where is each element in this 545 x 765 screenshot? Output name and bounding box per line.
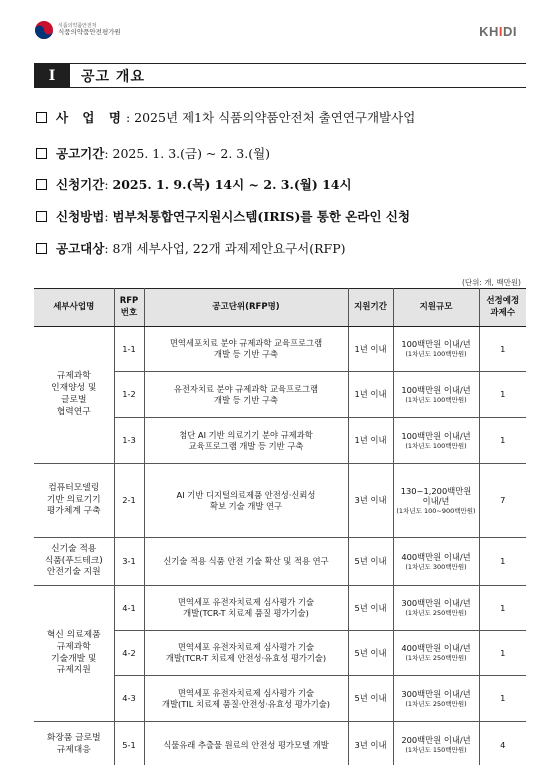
cell-scale (393, 538, 479, 586)
scale-main: 300백만원 이내/년 (401, 598, 471, 609)
table-row (34, 464, 526, 538)
bullet-label: 공고대상 (56, 241, 105, 256)
cell-scale (393, 631, 479, 676)
checkbox-square-icon (36, 112, 47, 123)
header-rfp-title: 공고단위(RFP명) (144, 289, 348, 327)
khidi-logo: KHIDI (479, 24, 517, 39)
cell-rfp-title: 첨단 AI 기반 의료기기 분야 규제과학 교육프로그램 개발 등 기반 구축 (144, 418, 348, 464)
bullet-value: 범부처통합연구지원시스템(IRIS)를 통한 온라인 신청 (112, 209, 411, 224)
table-row (34, 538, 526, 586)
bullet-notice-period: 공고기간 : 2025. 1. 3.(금) ~ 2. 3.(월) (36, 144, 270, 162)
rfp-table (34, 288, 526, 765)
cell-count: 1 (479, 418, 526, 464)
cell-rfp-title: 면역세포 유전자치료제 심사평가 기술 개발(TCR-T 치료제 안전성·유효성 평가기술) (144, 631, 348, 676)
cell-scale (393, 327, 479, 372)
cell-rfp-no: 4-3 (114, 676, 144, 722)
cell-rfp-no: 1-3 (114, 418, 144, 464)
bullet-value: 2025. 1. 3.(금) ~ 2. 3.(월) (112, 146, 271, 161)
cell-rfp-title: 면역세포 유전자치료제 심사평가 기술 개발(TCR-T 치료제 품질 평가기술) (144, 586, 348, 631)
scale-main: 100백만원 이내/년 (401, 430, 471, 441)
bullet-project-name: 사 업 명 : 2025년 제1차 식품의약품안전처 출연연구개발사업 (36, 108, 415, 126)
bullet-label: 공고기간 (56, 146, 105, 161)
cell-scale (393, 372, 479, 418)
cell-area: 신기술 적용 식품(푸드테크) 안전기술 지원 (34, 538, 114, 586)
table-row (34, 586, 526, 631)
cell-rfp-no: 3-1 (114, 538, 144, 586)
checkbox-square-icon (36, 243, 47, 254)
cell-area: 혁신 의료제품 규제과학 기술개발 및 규제지원 (34, 586, 114, 722)
cell-period: 5년 이내 (348, 538, 393, 586)
cell-period: 1년 이내 (348, 418, 393, 464)
cell-period: 5년 이내 (348, 676, 393, 722)
section-title: 공고 개요 (81, 68, 145, 85)
bullet-application-method: 신청방법 : 범부처통합연구지원시스템(IRIS)를 통한 온라인 신청 (36, 207, 410, 225)
cell-count: 1 (479, 631, 526, 676)
bullet-value: 8개 세부사업, 22개 과제제안요구서(RFP) (112, 241, 346, 256)
scale-first-year: (1차년도 100~900백만원) (396, 507, 476, 516)
scale-main: 200백만원 이내/년 (401, 735, 471, 746)
cell-area: 컴퓨터모델링 기반 의료기기 평가체계 구축 (34, 464, 114, 538)
header-area: 세부사업명 (34, 289, 114, 327)
bullet-label: 신청방법 (56, 209, 105, 224)
cell-scale (393, 676, 479, 722)
cell-rfp-no: 4-1 (114, 586, 144, 631)
scale-first-year: (1차년도 300백만원) (405, 562, 467, 571)
cell-period: 3년 이내 (348, 722, 393, 765)
agency-name: 식품의약품안전평가원 (58, 28, 121, 37)
scale-first-year: (1차년도 250백만원) (405, 609, 467, 618)
bullet-value: 2025. 1. 9.(목) 14시 ~ 2. 3.(월) 14시 (112, 177, 352, 192)
cell-period: 5년 이내 (348, 631, 393, 676)
header-period: 지원기간 (348, 289, 393, 327)
cell-count: 1 (479, 538, 526, 586)
cell-rfp-no: 2-1 (114, 464, 144, 538)
cell-period: 3년 이내 (348, 464, 393, 538)
unit-note: (단위: 개, 백만원) (461, 278, 521, 287)
header-count: 선정예정 과제수 (479, 289, 526, 327)
cell-count: 7 (479, 464, 526, 538)
cell-rfp-no: 5-1 (114, 722, 144, 765)
cell-period: 1년 이내 (348, 372, 393, 418)
cell-count: 1 (479, 586, 526, 631)
cell-rfp-title: AI 기반 디지털의료제품 안전성·신뢰성 확보 기술 개발 연구 (144, 464, 348, 538)
cell-area: 규제과학 인재양성 및 글로벌 협력연구 (34, 327, 114, 464)
cell-count: 1 (479, 372, 526, 418)
cell-period: 5년 이내 (348, 586, 393, 631)
cell-count: 1 (479, 327, 526, 372)
header-scale: 지원규모 (393, 289, 479, 327)
agency-logo (34, 20, 121, 40)
section-header (34, 63, 526, 88)
cell-rfp-title: 면역세포 유전자치료제 심사평가 기술 개발(TIL 치료제 품질·안전성·유효성 평가기술) (144, 676, 348, 722)
table-header-row (34, 289, 526, 327)
cell-scale (393, 722, 479, 765)
scale-first-year: (1차년도 250백만원) (405, 699, 467, 708)
scale-main: 100백만원 이내/년 (401, 384, 471, 395)
cell-area: 화장품 글로벌 규제대응 (34, 722, 114, 765)
section-number: Ⅰ (34, 63, 70, 88)
scale-first-year: (1차년도 250백만원) (405, 654, 467, 663)
cell-rfp-no: 1-1 (114, 327, 144, 372)
bullet-label: 사 업 명 (56, 110, 126, 125)
bullet-value: 2025년 제1차 식품의약품안전처 출연연구개발사업 (134, 110, 416, 125)
table-row (34, 722, 526, 765)
checkbox-square-icon (36, 211, 47, 222)
cell-rfp-title: 식물유래 추출물 원료의 안전성 평가모델 개발 (144, 722, 348, 765)
cell-period: 1년 이내 (348, 327, 393, 372)
cell-rfp-title: 유전자치료 분야 규제과학 교육프로그램 개발 등 기반 구축 (144, 372, 348, 418)
scale-main: 100백만원 이내/년 (401, 339, 471, 350)
cell-scale (393, 418, 479, 464)
scale-main: 300백만원 이내/년 (401, 688, 471, 699)
cell-count: 1 (479, 676, 526, 722)
checkbox-square-icon (36, 148, 47, 159)
bullet-notice-target: 공고대상 : 8개 세부사업, 22개 과제제안요구서(RFP) (36, 239, 346, 257)
table-row (34, 327, 526, 372)
cell-rfp-no: 1-2 (114, 372, 144, 418)
scale-first-year: (1차년도 100백만원) (405, 441, 467, 450)
scale-main: 400백만원 이내/년 (401, 551, 471, 562)
scale-main: 400백만원 이내/년 (401, 643, 471, 654)
scale-first-year: (1차년도 150백만원) (405, 746, 467, 755)
scale-first-year: (1차년도 100백만원) (405, 350, 467, 359)
scale-first-year: (1차년도 100백만원) (405, 395, 467, 404)
checkbox-square-icon (36, 179, 47, 190)
cell-scale (393, 464, 479, 538)
bullet-application-period: 신청기간 : 2025. 1. 9.(목) 14시 ~ 2. 3.(월) 14시 (36, 175, 352, 193)
cell-scale (393, 586, 479, 631)
bullet-label: 신청기간 (56, 177, 105, 192)
header-rfp-no: RFP 번호 (114, 289, 144, 327)
cell-rfp-no: 4-2 (114, 631, 144, 676)
cell-rfp-title: 신기술 적용 식품 안전 기술 확산 및 적용 연구 (144, 538, 348, 586)
scale-main: 130~1,200백만원 이내/년 (400, 485, 472, 507)
cell-count: 4 (479, 722, 526, 765)
cell-rfp-title: 면역세포치료 분야 규제과학 교육프로그램 개발 등 기반 구축 (144, 327, 348, 372)
taegeuk-logo-icon (34, 20, 54, 40)
agency-parent-name: 식품의약품안전처 (58, 22, 97, 29)
